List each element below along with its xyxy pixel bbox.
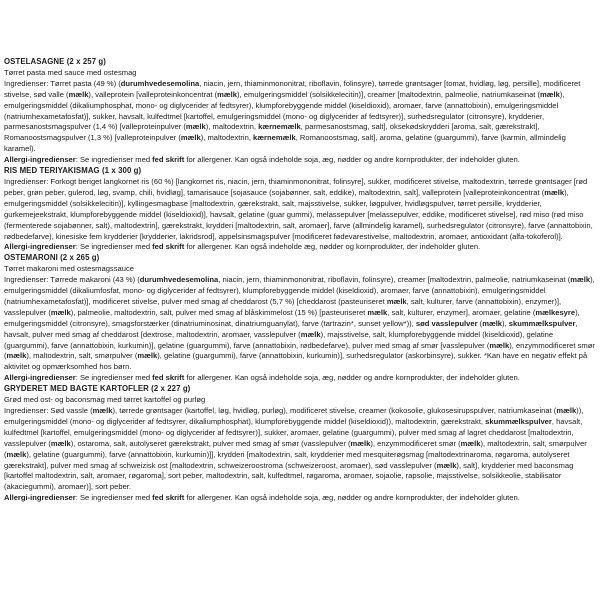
product-title: OSTEMARONI (2 x 265 g): [4, 253, 100, 263]
text-run: for allergener. Kan også indeholde soja, æg, nødder og andre kornprodukter, der indeholder gluten.: [184, 493, 520, 503]
text-run: )), emulgeringsmiddel (mono- og diglycerider af fedtsyrer, dikaliumphosphat), klumpforebyggende middel (kiseldioxid)), maltodextrin, gærekstrakt,: [4, 406, 584, 426]
text-run: , Romanoostsmag, salt], aroma, gelatine (guargummi), farve (karmin, allmindelig karamel).: [4, 133, 566, 154]
text-run: , parmesanostsmag, salt], oksekødskrydderi [aroma, salt, gærekstrakt], Romanoostsmagspulver (1,3 %) [valleproteinpulver (: [4, 122, 540, 143]
text-run: ), maltodextrin, salt, smørpulver (: [26, 351, 138, 361]
text-run: ), salt], krydderier med baconsmag [kartoffel maltodextrin, salt, aromaer, røgaroma], sort peber, maltodextrin, salt, kulfedtmel, røgaroma, aromaer, sojaolie, rapsolie, majsstivelse, solsikkeolie, stabilisator (akaciegummi), aromaer)], sort peber.: [4, 460, 574, 492]
product-subtitle: Tørret pasta med sauce med ostesmag: [4, 67, 137, 77]
allergy-body: [76, 242, 480, 251]
text-run: ), maltodextrin,: [205, 122, 259, 132]
text-run: ), majsstivelse, salt, klumpforebyggende middel (kiseldioxid), gelatine (guargummi), farve (annattobixin, kurkumin)], gelatine (guargummi), farve (annattobixin, rødbedefarve), pulver med smag af smør [vasslepulver (: [4, 329, 554, 350]
allergen-bold: mælk: [386, 296, 407, 306]
allergy-text: [4, 155, 596, 166]
text-run: ), emulgeringsmiddel (solsikkelecitin)], kyllingesmagbase [maltodextrin, gærekstrakt, salt, majsstivelse, sukker, løgpulver, hvidløgspulver, tørret persille, krydderier, gurkemejeekstrakt, klumpforebyggende middel (kiseldioxid)], havsalt, gelatine (guar gummi), melassepulver [melassepulver, eddike, modificeret stivelse], rød miso (rød miso (fermenterede sojabønner, salt), maltodextrin], gærekstrakt, krydderi [maltodextrin, salt, aromaer], farve (allmindelig karamel), surhedsregulator (citronsyre), farve (annattobixin, rødbedefarve), kinesiske fem krydderier [krydderier, lakridsrod], appelsinsmagspulver [modificeret fødevarestivelse, maltodextrin, aromaer, antioxidant (alfa-tokoferol)].: [4, 187, 593, 241]
allergen-bold: mælk: [185, 122, 206, 132]
allergy-text: [4, 493, 596, 504]
text-run: , havsalt, kulfedtmel [kartoffel, emulgeringsmiddel (mono- og diglycerider af fedtsyrer)], sukker, aromaer, gelatine (guargummi), pulver med smag af lagret cheddarost [maltodextrin, vasslepulver (: [4, 416, 583, 448]
text-run: (: [477, 318, 483, 328]
allergen-bold: mælk: [180, 133, 201, 143]
product-subtitle: Grød med ost- og baconsmag med tørret kartoffel og purløg: [4, 395, 206, 405]
allergen-bold: fed skrift: [152, 242, 185, 252]
allergen-bold: mælkesyre: [535, 307, 576, 317]
allergen-bold: mælk: [6, 449, 27, 459]
allergen-bold: mælk: [300, 329, 321, 339]
allergen-bold: skummælkspulver: [508, 318, 576, 328]
product-subtitle: Tørret makaroni med ostesmagssauce: [4, 264, 134, 274]
product-title: RIS MED TERIYAKISMAG (1 x 300 g): [4, 166, 142, 176]
text-run: ), maltodextrin,: [200, 133, 254, 143]
text-run: : Se ingredienser med: [75, 242, 153, 252]
text-run: Ingredienser: Forkogt beriget langkornet ris (60 %) [langkornet ris, niacin, jern, thiaminmononitrat, folinsyre], sukker, modificeret stivelse, maltodextrin, tørrede grøntsager [rød peber, grøn peber, gulerod, løg, svamp, chili, hvidløg], tamarisauce [sojasauce (sojabønner, salt, eddike), maltodextrin, salt], valleprotein [valleproteinkoncentrat (: [4, 176, 588, 197]
product-section-ris-teriyaki: [4, 166, 596, 253]
text-run: for allergener. Kan også indeholde soja, æg, nødder og andre kornprodukter, der indeholder gluten.: [184, 155, 520, 165]
allergen-bold: mælk: [540, 89, 560, 99]
text-run: : Se ingredienser med: [75, 155, 153, 165]
text-run: ), gelatine (guargummi), farve (annattobixin, kurkumin)]], krydderi [maltodextrin, salt, krydderier med mesquiterøgsmag [maltodextrinaroma, røgaroma, autolyseret gærekstrakt], pulver med smag af schweizisk ost [maltodextrin, schweizeroostroma (schweizeroost, aromaer), sød vasslepulver (: [4, 449, 570, 470]
allergen-bold: mælk: [570, 275, 591, 285]
allergy-label: Allergi-ingredienser: [4, 242, 76, 252]
text-run: ), tørrede grøntsager (kartoffel, løg, hvidløg, purløg), modificeret stivelse, creamer (kokosolie, glukosesirupspulver, natriumkaseinat (: [112, 406, 557, 415]
text-run: ), emulgeringsmiddel (dikaliumphosphat, mono- og diglycerider af fedtsyrer), klumpforebyggende middel (kiseldioxid), aromaer, farve (annattobixin), emulgeringsmiddel (natriumhexametafosfat)], sukker, havsalt, kulfedtmel [kartoffel, emulgeringsmiddel (mono- og diglycerider af fedtsyrer)], surhedsregulator (citronsyre), krydderier, parmesanostsmagspulver (1,4 %) [valleproteinpulver (: [4, 89, 565, 132]
text-run: for allergener. Kan også indeholde æg, nødder og kornprodukter, der indeholder gluten.: [184, 242, 481, 252]
allergen-bold: durumhvedesemolina: [120, 78, 200, 88]
ingredients-text: [4, 177, 596, 242]
allergy-label: Allergi-ingredienser: [4, 493, 76, 503]
allergen-bold: kærnemælk: [253, 133, 296, 143]
allergen-bold: mælk: [436, 460, 457, 470]
allergy-label: Allergi-ingredienser: [4, 155, 76, 165]
allergen-bold: mælk: [68, 89, 89, 99]
allergen-bold: kærnemælk: [258, 122, 301, 132]
allergen-bold: fed skrift: [152, 493, 185, 503]
allergy-body: [76, 493, 520, 502]
text-run: Ingredienser: Tørret pasta (49 %) (: [4, 78, 121, 88]
text-run: : Se ingredienser med: [75, 493, 153, 503]
allergen-bold: skummælkspulver: [485, 416, 552, 426]
text-run: , salt, kulturer, enzymer], aromaer, gelatine (: [387, 307, 536, 317]
allergen-bold: mælk: [217, 89, 238, 99]
allergen-bold: durumhvedesemolina: [139, 275, 219, 285]
text-run: ), ostaroma, salt, autolyseret gærekstrakt, pulver med smag af smør (vasslepulver (: [70, 438, 351, 448]
text-run: , niacin, jern, thiaminmononitrat, riboflavin, folinsyre), tørrede grøntsager [tomat, hvidløg, løg, persille], modificeret stivelse, sød valle (: [4, 78, 581, 99]
allergen-bold: mælk: [6, 351, 27, 361]
product-section-gryderet: [4, 384, 596, 504]
allergen-bold: fed skrift: [152, 373, 185, 383]
allergen-bold: mælk: [50, 438, 71, 448]
ingredients-text: [4, 275, 596, 373]
allergy-body: [76, 155, 520, 164]
allergen-bold: mælk: [50, 307, 71, 317]
text-run: ), enzymmodificeret smør (: [370, 438, 461, 448]
text-run: , niacin, jern, thiaminmononitrat, riboflavin, folinsyre), creamer [maltodextrin, palmeolie, natriumkaseinat (: [218, 275, 571, 285]
product-section-ostemaroni: [4, 253, 596, 384]
allergen-bold: mælk: [92, 406, 113, 415]
text-run: ), emulgeringsmiddel (dikaliumfosfat, mono- og diglycerider af fedtsyrer), klumpforebyggende middel (kiseldioxid), aromaer, farve (annattobixin), emulgeringsmiddel (natriumhexametafosfat)], modificeret stivelse, pulver med smag af cheddarost (5,7 %) [cheddarost (pasteuriseret: [4, 275, 595, 306]
allergen-bold: mælk: [460, 438, 481, 448]
text-run: ), emulgeringsmiddel (solsikkelecitin)], creamer [maltodextrin, palmeolie, natriumkaseinat (: [237, 89, 541, 99]
allergen-bold: mælk: [367, 307, 388, 317]
product-title: GRYDERET MED BAGTE KARTOFLER (2 x 227 g): [4, 384, 191, 394]
text-run: ), palmeolie, maltodextrin, salt, pulver med smag af blåskimmelost (15 %) [pasteuriseret: [70, 307, 368, 317]
allergy-text: [4, 373, 596, 384]
allergy-text: [4, 242, 596, 253]
text-run: ), gelatine (guargummi), farve (annattobixin, kurkumin)], surhedsregulator (askorbinsyre), sukker. *Kan have en negativ effekt på aktivitet og opmærksomhed hos børn.: [4, 351, 588, 372]
text-run: ), maltodextrin, salt, smørpulver (: [4, 438, 587, 459]
allergen-bold: sød vasslepulver: [415, 318, 478, 328]
text-run: ), enzymmodificeret smør (: [4, 340, 595, 361]
allergen-bold: mælk: [556, 406, 577, 415]
text-run: , havsalt, pulver med smag af cheddarost [dextrose, maltodextrin, aromaer, vasslepulver (: [4, 318, 578, 339]
allergen-bold: mælk: [544, 187, 565, 197]
allergen-bold: mælk: [489, 340, 510, 350]
product-section-ostelasagne: [4, 57, 596, 166]
allergy-label: Allergi-ingredienser: [4, 373, 76, 383]
text-run: : Se ingredienser med: [75, 373, 153, 383]
text-run: ), valleprotein [valleproteinkoncentrat (: [88, 89, 218, 99]
text-run: for allergener. Kan også indeholde soja, æg, nødder og andre kornprodukter, der indeholder gluten.: [184, 373, 520, 383]
allergy-body: [76, 373, 520, 382]
allergen-bold: fed skrift: [152, 155, 185, 165]
product-title: OSTELASAGNE (2 x 257 g): [4, 57, 106, 66]
text-run: Ingredienser: Tørrede makaroni (43 %) (: [4, 275, 140, 285]
ingredients-text: [4, 406, 596, 493]
text-run: Ingredienser: Sød vassle (: [4, 406, 93, 415]
text-run: , salt, kulturer, farve (annattobixin), enzymer)], vasslepulver (: [4, 296, 562, 317]
text-run: ), emulgeringsmiddel (citronsyre), smagsforstærker (dinatriuminosinat, dinatriumguanylat), farve (tartrazin*, sunset yellow*)),: [4, 307, 580, 328]
ingredient-document: [4, 57, 596, 504]
ingredients-text: [4, 79, 596, 155]
allergen-bold: mælk: [350, 438, 371, 448]
text-run: ),: [502, 318, 509, 328]
allergen-bold: mælk: [137, 351, 158, 361]
allergen-bold: mælk: [482, 318, 503, 328]
